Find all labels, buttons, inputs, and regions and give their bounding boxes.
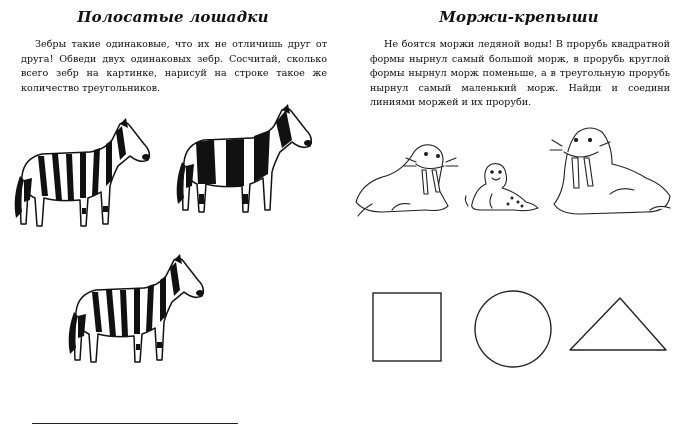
right-page-instructions: Не боятся моржи ледяной воды! В прорубь квадратной формы нырнул самый большой морж, в прорубь круглой формы нырнул морж поменьше, а в треугольную прорубь нырнул самый маленький морж. Найди и соедини линиями моржей и их проруби.: [370, 39, 670, 108]
answer-line[interactable]: [32, 423, 238, 424]
zebra-1[interactable]: [8, 114, 158, 244]
walrus-large[interactable]: [550, 124, 680, 220]
zebra-3[interactable]: [62, 250, 212, 380]
square-hole[interactable]: [370, 290, 444, 364]
right-page: [346, 0, 692, 439]
right-page-title: Моржи-крепыши: [439, 8, 599, 26]
zebra-2[interactable]: [170, 100, 320, 230]
walrus-small[interactable]: [462, 160, 542, 220]
walrus-medium[interactable]: [352, 140, 462, 220]
triangle-hole[interactable]: [566, 292, 670, 356]
left-page-instructions: Зебры такие одинаковые, что их не отличишь друг от друга! Обведи двух одинаковых зебр. Сосчитай, сколько всего зебр на картинке, нарисуй на строке такое же количество треугольников.: [21, 39, 327, 94]
left-page-title: Полосатые лошадки: [77, 8, 269, 26]
circle-hole[interactable]: [472, 288, 554, 370]
